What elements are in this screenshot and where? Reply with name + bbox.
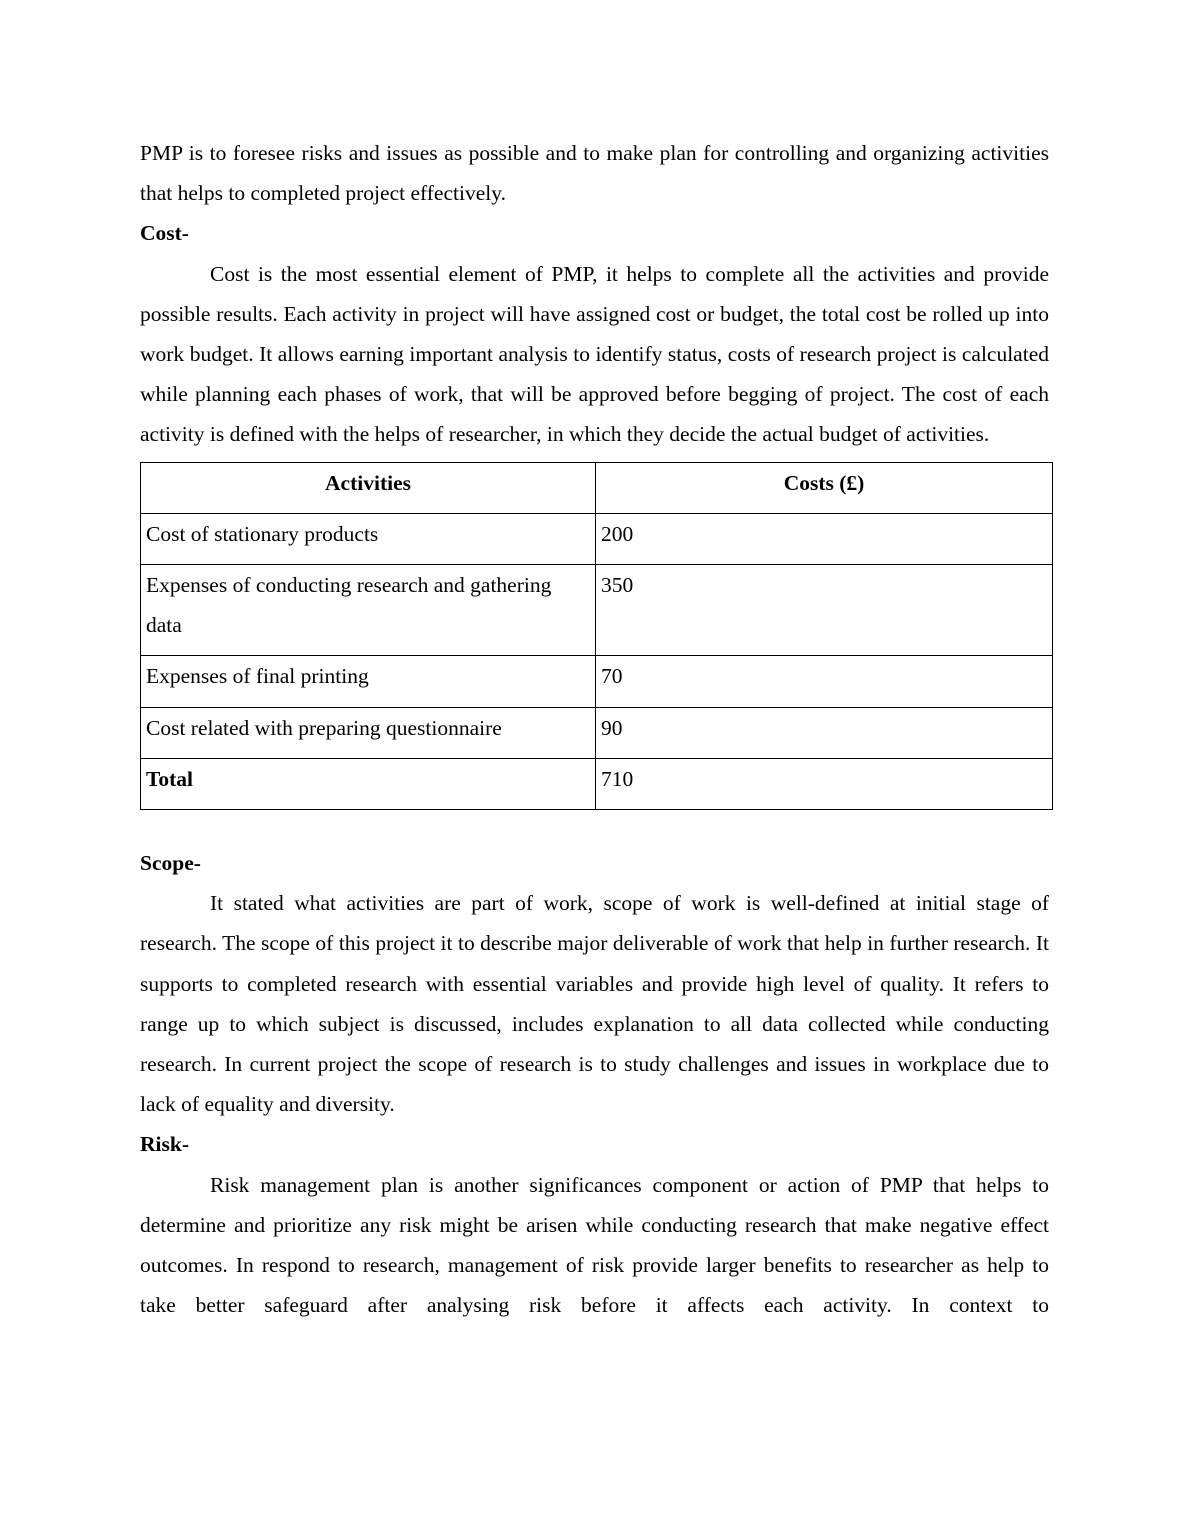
cost-table-header-row — [141, 462, 1053, 513]
cost-cell: 90 — [596, 707, 1053, 758]
cost-cell: 200 — [596, 513, 1053, 564]
table-row — [141, 513, 1053, 564]
scope-paragraph: It stated what activities are part of work, scope of work is well-defined at initial stage of research. The scope of this project it to describe major deliverable of work that help in further research. It supports to completed research with essential variables and provide high level of quality. It refers to range up to which subject is discussed, includes explanation to all data collected while conducting research. In current project the scope of research is to study challenges and issues in workplace due to lack of equality and diversity. — [140, 891, 1049, 1117]
header-costs: Costs (£) — [596, 462, 1053, 513]
cost-cell: 350 — [596, 565, 1053, 656]
total-label-cell: Total — [141, 758, 596, 809]
intro-paragraph: PMP is to foresee risks and issues as possible and to make plan for controlling and organizing activities that helps to completed project effectively. — [140, 141, 1049, 206]
scope-heading: Scope- — [140, 851, 201, 876]
header-activities: Activities — [141, 462, 596, 513]
total-cost-cell: 710 — [596, 758, 1053, 809]
table-row — [141, 656, 1053, 707]
risk-heading: Risk- — [140, 1132, 189, 1157]
document-page — [140, 133, 1049, 1325]
table-row — [141, 707, 1053, 758]
risk-paragraph: Risk management plan is another significances component or action of PMP that helps to determine and prioritize any risk might be arisen while conducting research that make negative effect outcomes. In respond to research, management of risk provide larger benefits to researcher as help to take better safeguard after analysing risk before it affects each activity. In context to — [140, 1172, 1049, 1318]
activity-cell: Cost of stationary products — [141, 513, 596, 564]
activity-cell: Expenses of final printing — [141, 656, 596, 707]
cost-paragraph: Cost is the most essential element of PMP, it helps to complete all the activities and provide possible results. Each activity in project will have assigned cost or budget, the total cost be rolled up into work budget. It allows earning important analysis to identify status, costs of research project is calculated while planning each phases of work, that will be approved before begging of project. The cost of each activity is defined with the helps of researcher, in which they decide the actual budget of activities. — [140, 261, 1049, 447]
activity-cell: Cost related with preparing questionnaire — [141, 707, 596, 758]
table-total-row — [141, 758, 1053, 809]
cost-cell: 70 — [596, 656, 1053, 707]
activity-cell: Expenses of conducting research and gathering data — [141, 565, 596, 656]
cost-heading: Cost- — [140, 221, 189, 246]
cost-table — [140, 462, 1053, 810]
section-spacer — [140, 810, 1049, 843]
table-row — [141, 565, 1053, 656]
